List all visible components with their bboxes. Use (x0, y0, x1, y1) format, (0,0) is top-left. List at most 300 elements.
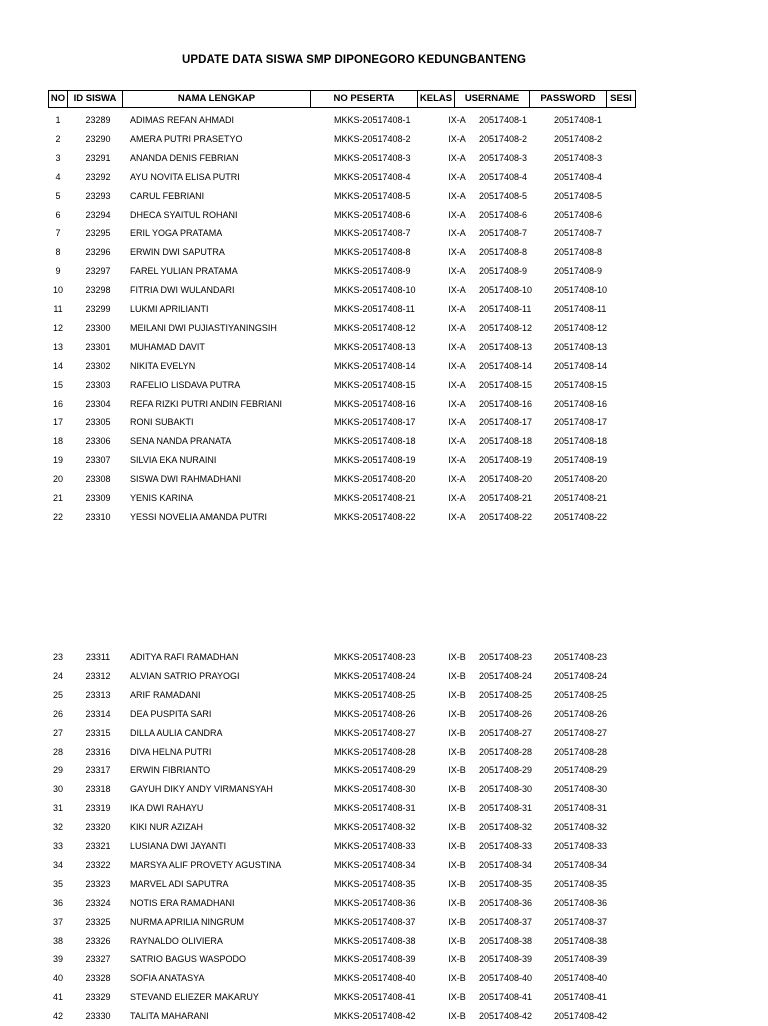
row-nama-lengkap: AMERA PUTRI PRASETYO (130, 133, 243, 144)
row-nama-lengkap: SENA NANDA PRANATA (130, 436, 232, 447)
row-id-siswa: 23311 (85, 652, 111, 662)
row-no-peserta: MKKS-20517408-37 (334, 916, 416, 927)
col-header-id-siswa: ID SISWA (67, 90, 122, 108)
row-no-peserta: MKKS-20517408-25 (334, 689, 416, 700)
row-kelas: IX-B (448, 859, 466, 870)
row-kelas: IX-B (448, 746, 466, 757)
row-nama-lengkap: YENIS KARINA (130, 493, 194, 503)
row-password: 20517408-14 (554, 360, 608, 371)
row-id-siswa: 23308 (85, 474, 111, 485)
row-kelas: IX-B (448, 992, 466, 1003)
row-kelas: IX-A (448, 266, 466, 277)
row-nama-lengkap: SILVIA EKA NURAINI (130, 455, 217, 466)
col-header-username: USERNAME (454, 90, 529, 108)
row-no: 12 (52, 322, 63, 333)
table-row (0, 130, 768, 149)
row-password: 20517408-4 (554, 171, 603, 182)
row-password: 20517408-32 (554, 822, 608, 833)
table-row (0, 508, 768, 527)
row-password: 20517408-35 (554, 878, 608, 889)
row-nama-lengkap: AYU NOVITA ELISA PUTRI (130, 171, 240, 182)
row-id-siswa: 23315 (85, 727, 111, 738)
row-no: 11 (53, 304, 63, 314)
row-kelas: IX-A (448, 322, 466, 333)
col-header-password: PASSWORD (529, 90, 606, 108)
row-id-siswa: 23302 (85, 360, 111, 371)
row-username: 20517408-21 (479, 493, 533, 503)
row-no: 21 (52, 493, 63, 503)
row-kelas: IX-A (448, 493, 466, 503)
row-kelas: IX-A (448, 379, 466, 390)
row-nama-lengkap: KIKI NUR AZIZAH (130, 822, 204, 833)
row-id-siswa: 23316 (85, 746, 111, 757)
row-nama-lengkap: IKA DWI RAHAYU (130, 803, 204, 814)
row-username: 20517408-8 (479, 247, 528, 258)
row-username: 20517408-24 (479, 670, 533, 681)
row-kelas: IX-A (448, 474, 466, 485)
row-username: 20517408-31 (479, 803, 533, 814)
row-nama-lengkap: SISWA DWI RAHMADHANI (130, 474, 242, 485)
row-username: 20517408-26 (479, 708, 533, 719)
row-kelas: IX-A (448, 360, 466, 371)
row-password: 20517408-26 (554, 708, 608, 719)
row-no-peserta: MKKS-20517408-31 (334, 803, 416, 814)
row-username: 20517408-35 (479, 878, 533, 889)
row-kelas: IX-B (448, 822, 466, 833)
row-kelas: IX-A (448, 209, 466, 220)
row-password: 20517408-38 (554, 935, 608, 946)
row-username: 20517408-37 (479, 916, 533, 927)
row-nama-lengkap: ARIF RAMADANI (130, 689, 201, 700)
table-row (0, 932, 768, 951)
row-id-siswa: 23330 (85, 1011, 111, 1022)
row-no-peserta: MKKS-20517408-41 (334, 992, 416, 1003)
row-no: 32 (52, 822, 63, 833)
row-no: 16 (52, 398, 63, 409)
row-nama-lengkap: DHECA SYAITUL ROHANI (130, 209, 238, 220)
row-password: 20517408-6 (554, 209, 603, 220)
row-username: 20517408-22 (479, 511, 533, 522)
row-password: 20517408-11 (554, 304, 607, 314)
row-no: 15 (52, 379, 63, 390)
row-no-peserta: MKKS-20517408-34 (334, 859, 416, 870)
row-nama-lengkap: RAYNALDO OLIVIERA (130, 935, 223, 946)
row-id-siswa: 23312 (85, 670, 111, 681)
row-username: 20517408-28 (479, 746, 533, 757)
row-no-peserta: MKKS-20517408-5 (334, 190, 411, 201)
row-no: 41 (52, 992, 63, 1003)
row-id-siswa: 23319 (85, 803, 111, 814)
row-kelas: IX-B (448, 708, 466, 719)
row-nama-lengkap: FITRIA DWI WULANDARI (130, 285, 235, 296)
row-password: 20517408-25 (554, 689, 608, 700)
row-no: 25 (52, 689, 63, 700)
row-no: 19 (52, 455, 63, 466)
row-no: 28 (52, 746, 63, 757)
row-username: 20517408-30 (479, 784, 533, 795)
row-kelas: IX-B (448, 652, 466, 662)
row-username: 20517408-9 (479, 266, 528, 277)
row-password: 20517408-34 (554, 859, 608, 870)
row-password: 20517408-15 (554, 379, 608, 390)
table-row (0, 856, 768, 875)
table-row (0, 319, 768, 338)
row-no-peserta: MKKS-20517408-4 (334, 171, 411, 182)
col-header-no: NO (48, 90, 67, 108)
row-no: 34 (52, 859, 63, 870)
row-id-siswa: 23314 (85, 708, 111, 719)
row-kelas: IX-A (448, 417, 466, 428)
row-no: 18 (52, 436, 63, 447)
table-row (0, 969, 768, 988)
row-id-siswa: 23298 (85, 285, 111, 296)
row-no-peserta: MKKS-20517408-8 (334, 247, 411, 258)
row-username: 20517408-40 (479, 973, 533, 984)
row-no: 29 (52, 765, 63, 776)
row-id-siswa: 23289 (85, 115, 111, 125)
row-no: 26 (52, 708, 63, 719)
row-username: 20517408-2 (479, 133, 528, 144)
row-id-siswa: 23325 (85, 916, 111, 927)
row-id-siswa: 23323 (85, 878, 111, 889)
row-id-siswa: 23329 (85, 992, 111, 1003)
row-no: 10 (52, 285, 63, 296)
row-username: 20517408-18 (479, 436, 533, 447)
row-password: 20517408-5 (554, 190, 603, 201)
row-kelas: IX-A (448, 152, 466, 163)
table-row (0, 281, 768, 300)
row-nama-lengkap: DEA PUSPITA SARI (130, 708, 212, 719)
row-kelas: IX-A (448, 455, 466, 466)
row-nama-lengkap: DILLA AULIA CANDRA (130, 727, 223, 738)
row-password: 20517408-20 (554, 474, 608, 485)
row-password: 20517408-7 (554, 228, 603, 239)
row-no-peserta: MKKS-20517408-1 (334, 115, 411, 125)
row-nama-lengkap: STEVAND ELIEZER MAKARUY (130, 992, 259, 1003)
row-id-siswa: 23317 (85, 765, 111, 776)
row-no: 7 (55, 228, 61, 239)
row-no-peserta: MKKS-20517408-35 (334, 878, 416, 889)
row-password: 20517408-17 (554, 417, 608, 428)
row-username: 20517408-39 (479, 954, 533, 965)
row-nama-lengkap: ERIL YOGA PRATAMA (130, 228, 223, 239)
row-kelas: IX-B (448, 803, 466, 814)
row-password: 20517408-3 (554, 152, 603, 163)
row-kelas: IX-B (448, 954, 466, 965)
row-id-siswa: 23300 (85, 322, 111, 333)
row-username: 20517408-32 (479, 822, 533, 833)
row-kelas: IX-B (448, 670, 466, 681)
row-no-peserta: MKKS-20517408-6 (334, 209, 411, 220)
row-no-peserta: MKKS-20517408-19 (334, 455, 416, 466)
row-kelas: IX-A (448, 398, 466, 409)
row-username: 20517408-16 (479, 398, 533, 409)
row-username: 20517408-25 (479, 689, 533, 700)
row-password: 20517408-36 (554, 897, 608, 908)
row-nama-lengkap: LUSIANA DWI JAYANTI (130, 841, 227, 851)
row-password: 20517408-16 (554, 398, 608, 409)
table-row (0, 413, 768, 432)
row-kelas: IX-B (448, 1011, 466, 1022)
row-username: 20517408-14 (479, 360, 533, 371)
row-nama-lengkap: MEILANI DWI PUJIASTIYANINGSIH (130, 322, 277, 333)
row-no-peserta: MKKS-20517408-36 (334, 897, 416, 908)
row-id-siswa: 23324 (85, 897, 111, 908)
row-no: 6 (55, 209, 61, 220)
row-no: 37 (52, 916, 63, 927)
table-row (0, 799, 768, 818)
row-nama-lengkap: YESSI NOVELIA AMANDA PUTRI (130, 511, 268, 522)
row-password: 20517408-31 (554, 803, 608, 814)
row-no-peserta: MKKS-20517408-14 (334, 360, 416, 371)
row-no: 17 (52, 417, 63, 428)
row-no-peserta: MKKS-20517408-39 (334, 954, 416, 965)
row-kelas: IX-A (448, 285, 466, 296)
row-id-siswa: 23294 (85, 209, 111, 220)
table-row (0, 913, 768, 932)
row-kelas: IX-B (448, 727, 466, 738)
row-no-peserta: MKKS-20517408-28 (334, 746, 416, 757)
row-password: 20517408-42 (554, 1011, 608, 1022)
table-row (0, 894, 768, 913)
table-row (0, 395, 768, 414)
row-nama-lengkap: RONI SUBAKTI (130, 417, 194, 428)
row-username: 20517408-1 (479, 115, 528, 125)
row-no: 42 (52, 1011, 63, 1022)
table-row (0, 243, 768, 262)
row-no: 24 (52, 670, 63, 681)
row-id-siswa: 23304 (85, 398, 111, 409)
row-no-peserta: MKKS-20517408-24 (334, 670, 416, 681)
row-password: 20517408-8 (554, 247, 603, 258)
table-row (0, 489, 768, 508)
table-row (0, 761, 768, 780)
row-nama-lengkap: DIVA HELNA PUTRI (130, 746, 212, 757)
row-id-siswa: 23309 (85, 493, 111, 503)
row-no-peserta: MKKS-20517408-38 (334, 935, 416, 946)
row-no: 35 (52, 878, 63, 889)
row-no-peserta: MKKS-20517408-13 (334, 341, 416, 352)
row-no: 3 (55, 152, 61, 163)
row-kelas: IX-A (448, 190, 466, 201)
row-kelas: IX-B (448, 878, 466, 889)
row-no-peserta: MKKS-20517408-27 (334, 727, 416, 738)
row-id-siswa: 23290 (85, 133, 111, 144)
row-no-peserta: MKKS-20517408-26 (334, 708, 416, 719)
row-nama-lengkap: LUKMI APRILIANTI (130, 304, 209, 314)
row-username: 20517408-36 (479, 897, 533, 908)
row-kelas: IX-B (448, 916, 466, 927)
row-id-siswa: 23297 (85, 266, 111, 277)
row-username: 20517408-7 (479, 228, 528, 239)
row-password: 20517408-18 (554, 436, 608, 447)
row-username: 20517408-27 (479, 727, 533, 738)
row-no: 40 (52, 973, 63, 984)
table-row (0, 300, 768, 319)
row-id-siswa: 23299 (85, 304, 111, 314)
row-username: 20517408-6 (479, 209, 528, 220)
table-row (0, 686, 768, 705)
row-password: 20517408-23 (554, 652, 608, 662)
row-kelas: IX-A (448, 133, 466, 144)
row-kelas: IX-B (448, 897, 466, 908)
table-row (0, 224, 768, 243)
row-id-siswa: 23318 (85, 784, 111, 795)
row-no-peserta: MKKS-20517408-21 (334, 493, 416, 503)
row-password: 20517408-40 (554, 973, 608, 984)
row-username: 20517408-12 (479, 322, 533, 333)
row-nama-lengkap: RAFELIO LISDAVA PUTRA (130, 379, 241, 390)
row-no-peserta: MKKS-20517408-7 (334, 228, 411, 239)
row-no: 1 (55, 115, 61, 125)
row-username: 20517408-23 (479, 652, 533, 662)
row-username: 20517408-11 (479, 304, 532, 314)
row-id-siswa: 23322 (85, 859, 111, 870)
row-id-siswa: 23293 (85, 190, 111, 201)
row-nama-lengkap: NURMA APRILIA NINGRUM (130, 916, 245, 927)
table-row (0, 837, 768, 856)
row-no-peserta: MKKS-20517408-23 (334, 652, 416, 662)
col-header-kelas: KELAS (417, 90, 454, 108)
row-password: 20517408-33 (554, 841, 608, 851)
row-no-peserta: MKKS-20517408-10 (334, 285, 416, 296)
col-header-nama-lengkap: NAMA LENGKAP (122, 90, 310, 108)
row-nama-lengkap: ANANDA DENIS FEBRIAN (130, 152, 239, 163)
table-row (0, 262, 768, 281)
row-no-peserta: MKKS-20517408-11 (334, 304, 415, 314)
col-header-no-peserta: NO PESERTA (310, 90, 417, 108)
row-no-peserta: MKKS-20517408-2 (334, 133, 411, 144)
row-no: 33 (52, 841, 63, 851)
row-no: 31 (52, 803, 63, 814)
row-password: 20517408-19 (554, 455, 608, 466)
row-username: 20517408-42 (479, 1011, 533, 1022)
row-password: 20517408-2 (554, 133, 603, 144)
table-row (0, 376, 768, 395)
row-nama-lengkap: SATRIO BAGUS WASPODO (130, 954, 247, 965)
row-no: 36 (52, 897, 63, 908)
table-row (0, 743, 768, 762)
row-id-siswa: 23307 (85, 455, 111, 466)
row-kelas: IX-A (448, 304, 466, 314)
row-kelas: IX-B (448, 973, 466, 984)
row-nama-lengkap: CARUL FEBRIANI (130, 190, 205, 201)
row-no-peserta: MKKS-20517408-30 (334, 784, 416, 795)
row-username: 20517408-33 (479, 841, 533, 851)
row-password: 20517408-39 (554, 954, 608, 965)
row-username: 20517408-15 (479, 379, 533, 390)
row-no-peserta: MKKS-20517408-32 (334, 822, 416, 833)
row-nama-lengkap: MARSYA ALIF PROVETY AGUSTINA (130, 859, 282, 870)
row-no-peserta: MKKS-20517408-22 (334, 511, 416, 522)
table-row (0, 470, 768, 489)
row-username: 20517408-13 (479, 341, 533, 352)
row-kelas: IX-B (448, 841, 466, 851)
row-no-peserta: MKKS-20517408-42 (334, 1011, 416, 1022)
row-no: 30 (52, 784, 63, 795)
row-username: 20517408-10 (479, 285, 533, 296)
row-password: 20517408-29 (554, 765, 608, 776)
row-password: 20517408-13 (554, 341, 608, 352)
table-row (0, 648, 768, 667)
row-no: 5 (55, 190, 61, 201)
table-row (0, 357, 768, 376)
row-password: 20517408-12 (554, 322, 608, 333)
row-username: 20517408-17 (479, 417, 533, 428)
row-id-siswa: 23295 (85, 228, 111, 239)
row-kelas: IX-A (448, 341, 466, 352)
row-no-peserta: MKKS-20517408-20 (334, 474, 416, 485)
table-header (48, 90, 636, 108)
row-password: 20517408-9 (554, 266, 603, 277)
row-no: 38 (52, 935, 63, 946)
row-username: 20517408-34 (479, 859, 533, 870)
row-id-siswa: 23327 (85, 954, 111, 965)
table-row (0, 149, 768, 168)
row-no: 9 (55, 266, 61, 277)
row-username: 20517408-5 (479, 190, 528, 201)
row-nama-lengkap: FAREL YULIAN PRATAMA (130, 266, 238, 277)
row-no: 8 (55, 247, 61, 258)
row-kelas: IX-B (448, 765, 466, 776)
table-row (0, 818, 768, 837)
row-no: 2 (55, 133, 61, 144)
table-row (0, 111, 768, 130)
row-nama-lengkap: ALVIAN SATRIO PRAYOGI (130, 670, 240, 681)
page-title: UPDATE DATA SISWA SMP DIPONEGORO KEDUNGBANTENG (181, 54, 527, 66)
row-kelas: IX-A (448, 511, 466, 522)
row-no-peserta: MKKS-20517408-9 (334, 266, 411, 277)
row-no: 27 (52, 727, 63, 738)
row-nama-lengkap: ADIMAS REFAN AHMADI (130, 115, 235, 125)
row-no: 22 (52, 511, 63, 522)
row-id-siswa: 23321 (85, 841, 111, 851)
row-no: 13 (52, 341, 63, 352)
row-kelas: IX-A (448, 247, 466, 258)
table-row (0, 168, 768, 187)
row-password: 20517408-10 (554, 285, 608, 296)
table-row (0, 988, 768, 1007)
table-row (0, 667, 768, 686)
col-header-sesi: SESI (606, 90, 636, 108)
row-no-peserta: MKKS-20517408-33 (334, 841, 416, 851)
row-no-peserta: MKKS-20517408-29 (334, 765, 416, 776)
row-no: 4 (55, 171, 61, 182)
row-username: 20517408-38 (479, 935, 533, 946)
row-password: 20517408-37 (554, 916, 608, 927)
table-row (0, 451, 768, 470)
row-no-peserta: MKKS-20517408-12 (334, 322, 416, 333)
row-no-peserta: MKKS-20517408-16 (334, 398, 416, 409)
row-no: 20 (52, 474, 63, 485)
row-kelas: IX-B (448, 784, 466, 795)
row-username: 20517408-19 (479, 455, 533, 466)
row-id-siswa: 23296 (85, 247, 111, 258)
row-nama-lengkap: NOTIS ERA RAMADHANI (130, 897, 235, 908)
row-username: 20517408-20 (479, 474, 533, 485)
row-username: 20517408-3 (479, 152, 528, 163)
row-id-siswa: 23320 (85, 822, 111, 833)
row-password: 20517408-41 (554, 992, 608, 1003)
row-password: 20517408-24 (554, 670, 608, 681)
row-nama-lengkap: MUHAMAD DAVIT (130, 341, 205, 352)
row-username: 20517408-41 (479, 992, 533, 1003)
table-row (0, 705, 768, 724)
table-row (0, 206, 768, 225)
table-row (0, 187, 768, 206)
row-kelas: IX-A (448, 436, 466, 447)
table-row (0, 338, 768, 357)
